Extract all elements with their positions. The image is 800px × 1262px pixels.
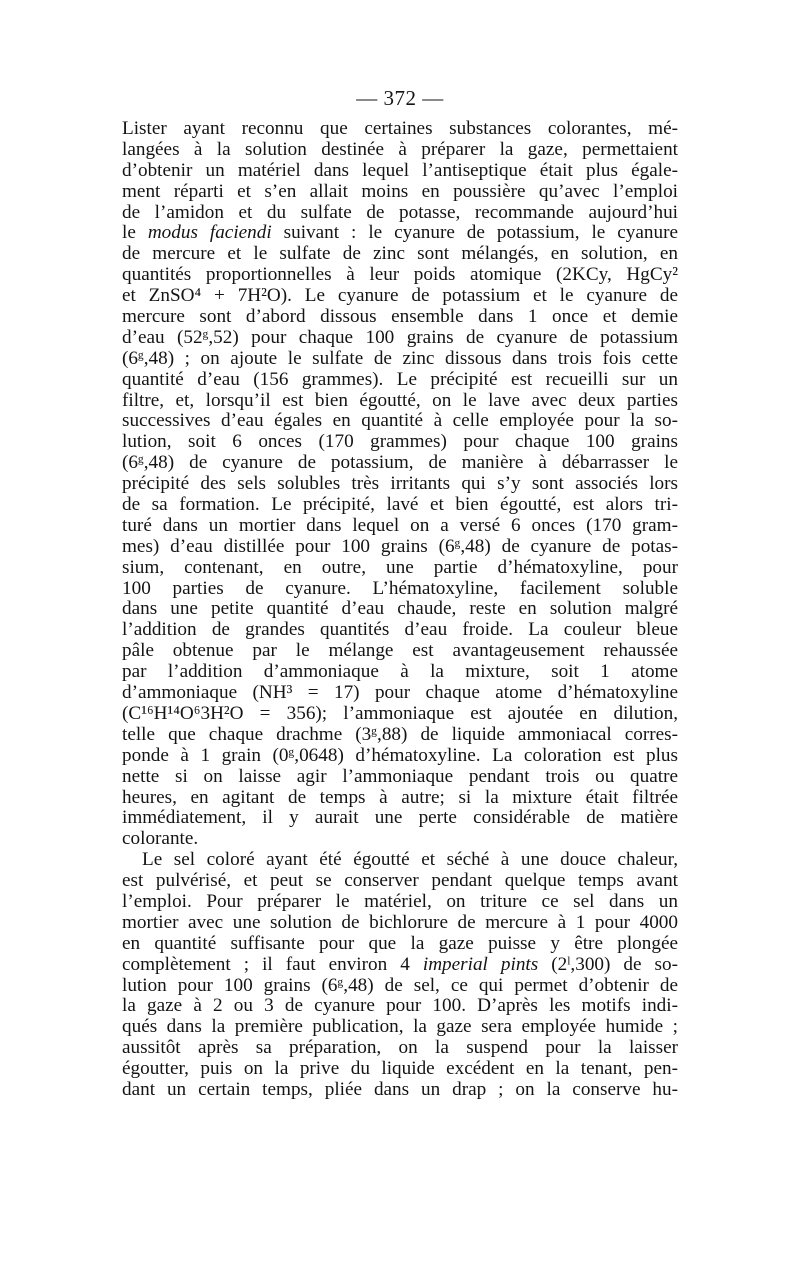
- text-line: égoutter, puis on la prive du liquide excédent en la tenant, pen-: [122, 1058, 678, 1080]
- text-line: mes) d’eau distillée pour 100 grains (6ᵍ,48) de cyanure de potas-: [122, 535, 678, 557]
- text-line: de mercure et le sulfate de zinc sont mélangés, en solution, en: [122, 243, 678, 265]
- text-line: pâle obtenue par le mélange est avantageusement rehaussée: [122, 640, 678, 662]
- text-line: aussitôt après sa préparation, on la suspend pour la laisser: [122, 1037, 678, 1059]
- text-line: mortier avec une solution de bichlorure de mercure à 1 pour 4000: [122, 911, 678, 933]
- text-line: (6ᵍ,48) ; on ajoute le sulfate de zinc dissous dans trois fois cette: [122, 347, 678, 369]
- text-line: (C¹⁶H¹⁴O⁶3H²O = 356); l’ammoniaque est ajoutée en dilution,: [122, 702, 678, 724]
- text-line: heures, en agitant de temps à autre; si la mixture était filtrée: [122, 786, 678, 808]
- text-line: immédiatement, il y aurait une perte considérable de matière: [122, 807, 678, 829]
- text-line: Lister ayant reconnu que certaines substances colorantes, mé-: [122, 118, 678, 139]
- text-line: quantité d’eau (156 grammes). Le précipité est recueilli sur un: [122, 368, 678, 390]
- paragraph: [122, 119, 678, 850]
- text-line: lution, soit 6 onces (170 grammes) pour chaque 100 grains: [122, 431, 678, 453]
- text-line: telle que chaque drachme (3ᵍ,88) de liquide ammoniacal corres-: [122, 723, 678, 745]
- text-line: ment réparti et s’en allait moins en poussière qu’avec l’emploi: [122, 180, 678, 202]
- text-line: qués dans la première publication, la gaze sera employée humide ;: [122, 1016, 678, 1038]
- text-line: par l’addition d’ammoniaque à la mixture, soit 1 atome: [122, 661, 678, 683]
- text-line: l’addition de grandes quantités d’eau froide. La couleur bleue: [122, 619, 678, 641]
- text-line: filtre, et, lorsqu’il est bien égoutté, on le lave avec deux parties: [122, 389, 678, 411]
- text-line: ponde à 1 grain (0ᵍ,0648) d’hématoxyline. La coloration est plus: [122, 744, 678, 766]
- text-line: lution pour 100 grains (6ᵍ,48) de sel, ce qui permet d’obtenir de: [122, 974, 678, 996]
- text-line: langées à la solution destinée à préparer la gaze, permettaient: [122, 138, 678, 160]
- text-line: le modus faciendi suivant : le cyanure de potassium, le cyanure: [122, 222, 678, 244]
- page-number: — 372 —: [356, 86, 444, 110]
- text-line: dant un certain temps, pliée dans un drap ; on la conserve hu-: [122, 1078, 678, 1100]
- text-line: d’obtenir un matériel dans lequel l’antiseptique était plus égale-: [122, 159, 678, 181]
- text-line: d’ammoniaque (NH³ = 17) pour chaque atome d’hématoxyline: [122, 682, 678, 704]
- text-line: est pulvérisé, et peut se conserver pendant quelque temps avant: [122, 870, 678, 892]
- text-line: dans une petite quantité d’eau chaude, reste en solution malgré: [122, 598, 678, 620]
- text-line: successives d’eau égales en quantité à celle employée pour la so-: [122, 410, 678, 432]
- text-line: 100 parties de cyanure. L’hématoxyline, facilement soluble: [122, 577, 678, 599]
- text-line: Le sel coloré ayant été égoutté et séché à une douce chaleur,: [142, 849, 678, 871]
- text-line: nette si on laisse agir l’ammoniaque pendant trois ou quatre: [122, 765, 678, 787]
- text-line: complètement ; il faut environ 4 imperial pints (2ˡ,300) de so-: [122, 953, 679, 975]
- text-line: la gaze à 2 ou 3 de cyanure pour 100. D’après les motifs indi-: [122, 995, 678, 1017]
- text-line: et ZnSO⁴ + 7H²O). Le cyanure de potassium et le cyanure de: [122, 285, 678, 307]
- text-line: l’emploi. Pour préparer le matériel, on triture ce sel dans un: [122, 890, 678, 912]
- text-line: de l’amidon et du sulfate de potasse, recommande aujourd’hui: [122, 201, 678, 223]
- text-line: (6ᵍ,48) de cyanure de potassium, de manière à débarrasser le: [122, 452, 678, 474]
- body-text: [122, 119, 678, 1101]
- paragraph: [122, 850, 678, 1101]
- text-line: turé dans un mortier dans lequel on a versé 6 onces (170 gram-: [122, 514, 678, 536]
- text-line: sium, contenant, en outre, une partie d’hématoxyline, pour: [122, 556, 678, 578]
- text-line: en quantité suffisante pour que la gaze puisse y être plongée: [122, 932, 678, 954]
- text-line: d’eau (52ᵍ,52) pour chaque 100 grains de cyanure de potassium: [122, 326, 678, 348]
- text-line: colorante.: [122, 828, 199, 850]
- text-line: quantités proportionnelles à leur poids atomique (2KCy, HgCy²: [122, 264, 678, 286]
- text-line: précipité des sels solubles très irritants qui s’y sont associés lors: [122, 473, 678, 495]
- text-line: mercure sont d’abord dissous ensemble dans 1 once et demie: [122, 306, 678, 328]
- text-line: de sa formation. Le précipité, lavé et bien égoutté, est alors tri-: [122, 494, 678, 516]
